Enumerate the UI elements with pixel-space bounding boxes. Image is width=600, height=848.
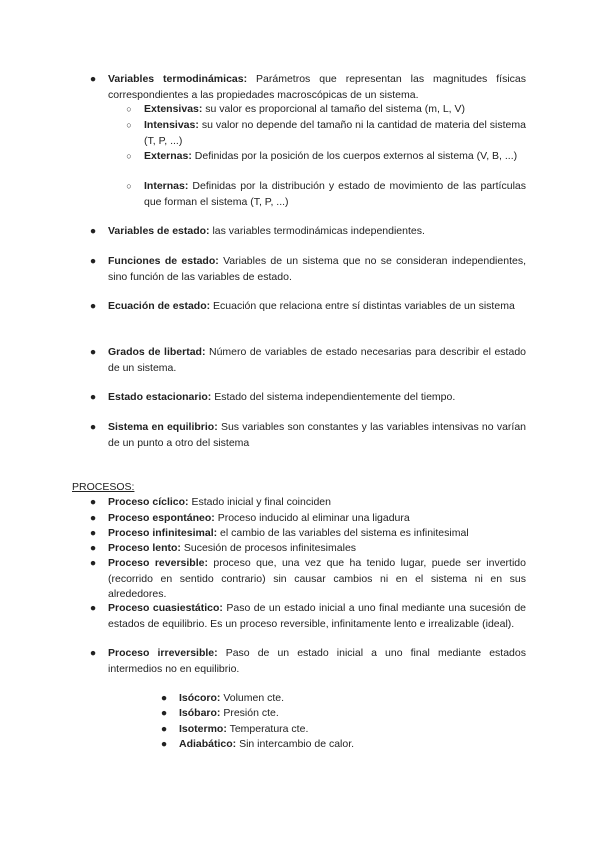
list-item-proceso-lento bbox=[89, 541, 526, 557]
definition: Parámetros que representan las magnitudes físicas correspondientes a las propiedades macroscópicas de un sistema. bbox=[108, 73, 527, 101]
definition: Temperatura cte. bbox=[226, 723, 309, 735]
bullet-icon: ● bbox=[160, 707, 168, 719]
term: Grados de libertad: bbox=[108, 346, 206, 358]
term: Proceso cuasiestático: bbox=[108, 602, 223, 614]
term: Proceso cíclico: bbox=[108, 496, 189, 508]
hollow-bullet-icon: ○ bbox=[126, 151, 132, 161]
hollow-bullet-icon: ○ bbox=[126, 120, 132, 130]
term: Proceso reversible: bbox=[108, 557, 208, 569]
definition: su valor es proporcional al tamaño del sistema (m, L, V) bbox=[202, 103, 465, 115]
bullet-icon: ● bbox=[89, 225, 97, 237]
list-item-funciones-de-estado bbox=[89, 254, 526, 285]
term: Externas: bbox=[144, 150, 192, 162]
term: Internas: bbox=[144, 180, 189, 192]
bullet-icon: ● bbox=[89, 647, 97, 659]
bullet-icon: ● bbox=[160, 723, 168, 735]
list-item-proceso-infinitesimal bbox=[89, 526, 526, 542]
list-item-variables-de-estado bbox=[89, 224, 526, 240]
list-item-isobaro bbox=[160, 706, 526, 722]
term: Isóbaro: bbox=[179, 707, 221, 719]
definition: Sus variables son constantes y las variables intensivas no varían de un punto a otro del sistema bbox=[108, 421, 526, 449]
bullet-icon: ● bbox=[160, 738, 168, 750]
list-item-isocoro bbox=[160, 691, 526, 707]
bullet-icon: ● bbox=[89, 346, 97, 358]
section-heading-procesos: PROCESOS: bbox=[72, 481, 135, 493]
list-item-proceso-reversible bbox=[89, 556, 526, 603]
sub-item-internas bbox=[126, 179, 526, 210]
bullet-icon: ● bbox=[89, 391, 97, 403]
term: Extensivas: bbox=[144, 103, 203, 115]
sub-item-externas bbox=[126, 149, 526, 165]
term: Variables de estado: bbox=[108, 225, 210, 237]
bullet-icon: ● bbox=[89, 300, 97, 312]
definition: Número de variables de estado necesarias para describir el estado de un sistema. bbox=[108, 346, 526, 374]
definition: Paso de un estado inicial a uno final mediante una sucesión de estados de equilibrio. Es un proceso reversible, infinitamente lento e irrealizable (ideal). bbox=[108, 602, 526, 630]
term: Estado estacionario: bbox=[108, 391, 212, 403]
definition: Sucesión de procesos infinitesimales bbox=[180, 542, 357, 554]
list-item-proceso-irreversible bbox=[89, 646, 526, 677]
hollow-bullet-icon: ○ bbox=[126, 104, 132, 114]
term: Proceso infinitesimal: bbox=[108, 527, 218, 539]
definition: Paso de un estado inicial a uno final mediante estados intermedios no en equilibrio. bbox=[108, 647, 526, 675]
definition: Proceso inducido al eliminar una ligadura bbox=[214, 512, 410, 524]
list-item-sistema-en-equilibrio bbox=[89, 420, 526, 451]
term: Proceso irreversible: bbox=[108, 647, 218, 659]
list-item-proceso-espontaneo bbox=[89, 511, 526, 527]
term: Proceso espontáneo: bbox=[108, 512, 215, 524]
definition: Definidas por la posición de los cuerpos externos al sistema (V, B, ...) bbox=[191, 150, 518, 162]
term: Intensivas: bbox=[144, 119, 199, 131]
bullet-icon: ● bbox=[89, 542, 97, 554]
list-item-proceso-ciclico bbox=[89, 495, 526, 511]
sub-item-extensivas bbox=[126, 102, 526, 118]
term: Sistema en equilibrio: bbox=[108, 421, 218, 433]
hollow-bullet-icon: ○ bbox=[126, 181, 132, 191]
list-item-proceso-cuasiestatico bbox=[89, 601, 526, 632]
definition: su valor no depende del tamaño ni la cantidad de materia del sistema (T, P, ...) bbox=[144, 119, 526, 147]
term: Isotermo: bbox=[179, 723, 227, 735]
definition: Variables de un sistema que no se consideran independientes, sino función de las variables de estado. bbox=[108, 255, 526, 283]
bullet-icon: ● bbox=[160, 692, 168, 704]
list-item-adiabatico bbox=[160, 737, 526, 753]
bullet-icon: ● bbox=[89, 255, 97, 267]
definition: Estado del sistema independientemente del tiempo. bbox=[211, 391, 456, 403]
definition: proceso que, una vez que ha tenido lugar, puede ser invertido (recorrido en sentido contrario) sin causar cambios ni en el sistema ni en sus alrededores. bbox=[108, 557, 526, 600]
term: Funciones de estado: bbox=[108, 255, 219, 267]
bullet-icon: ● bbox=[89, 421, 97, 433]
definition: Volumen cte. bbox=[220, 692, 285, 704]
term: Isócoro: bbox=[179, 692, 221, 704]
bullet-icon: ● bbox=[89, 73, 97, 85]
list-item-ecuacion-de-estado bbox=[89, 299, 526, 315]
definition: Ecuación que relaciona entre sí distintas variables de un sistema bbox=[210, 300, 515, 312]
definition: Estado inicial y final coinciden bbox=[188, 496, 331, 508]
sub-item-intensivas bbox=[126, 118, 526, 149]
definition: Presión cte. bbox=[220, 707, 279, 719]
bullet-icon: ● bbox=[89, 602, 97, 614]
list-item-isotermo bbox=[160, 722, 526, 738]
definition: Definidas por la distribución y estado de movimiento de las partículas que forman el sistema (T, P, ...) bbox=[144, 180, 526, 208]
term: Variables termodinámicas: bbox=[108, 73, 248, 85]
definition: las variables termodinámicas independientes. bbox=[209, 225, 425, 237]
definition: el cambio de las variables del sistema es infinitesimal bbox=[217, 527, 469, 539]
list-item-grados-de-libertad bbox=[89, 345, 526, 376]
list-item-estado-estacionario bbox=[89, 390, 526, 406]
bullet-icon: ● bbox=[89, 512, 97, 524]
definition: Sin intercambio de calor. bbox=[236, 738, 355, 750]
term: Adiabático: bbox=[179, 738, 237, 750]
term: Proceso lento: bbox=[108, 542, 181, 554]
bullet-icon: ● bbox=[89, 496, 97, 508]
term: Ecuación de estado: bbox=[108, 300, 211, 312]
bullet-icon: ● bbox=[89, 557, 97, 569]
bullet-icon: ● bbox=[89, 527, 97, 539]
list-item-variables-termodinamicas bbox=[89, 72, 527, 103]
